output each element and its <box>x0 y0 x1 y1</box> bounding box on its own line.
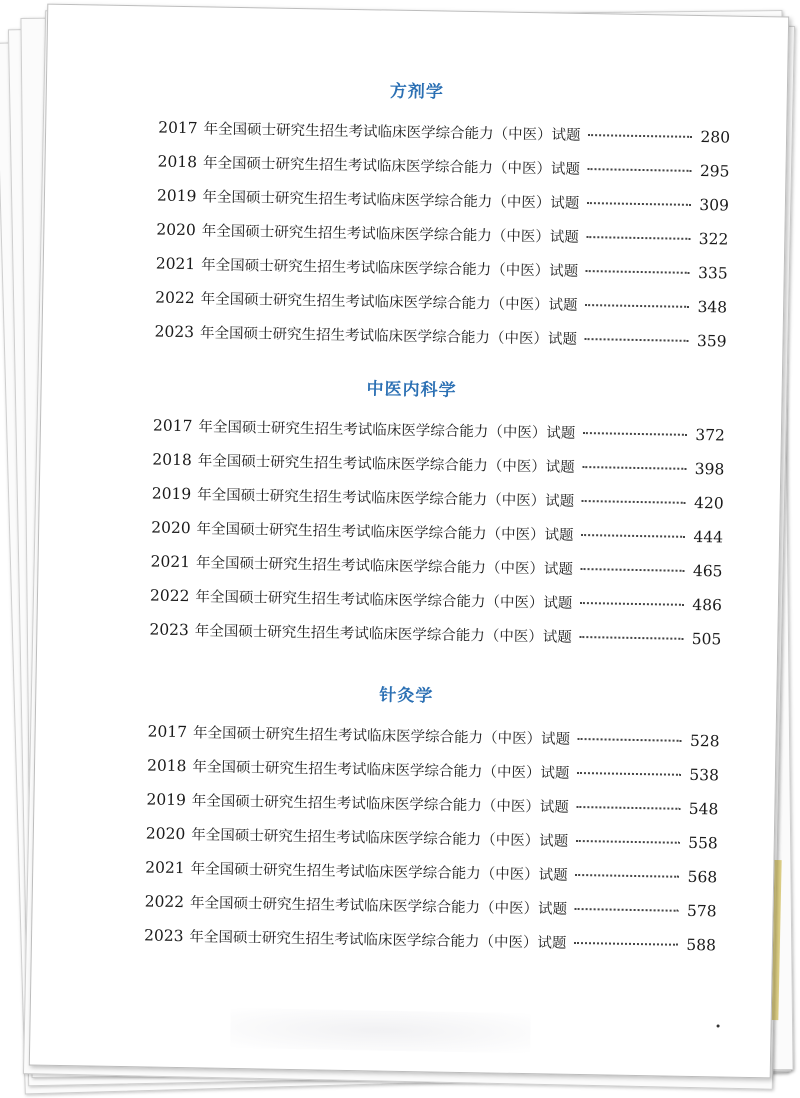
entry-title: 年全国硕士研究生招生考试临床医学综合能力（中医）试题 <box>194 623 572 646</box>
dot-leader <box>577 806 681 810</box>
dot-leader <box>586 304 690 308</box>
entry-year: 2018 <box>152 450 192 470</box>
dot-leader <box>589 134 693 138</box>
dot-leader <box>574 942 678 946</box>
entry-page-number: 322 <box>698 230 729 249</box>
dot-leader <box>587 236 691 240</box>
entry-page-number: 505 <box>691 629 722 649</box>
entry-page-number: 486 <box>692 595 723 615</box>
dot-leader <box>585 338 689 342</box>
dot-leader <box>580 636 684 640</box>
dot-leader <box>578 738 682 742</box>
entry-year: 2020 <box>156 220 197 240</box>
entry-year: 2018 <box>157 152 198 172</box>
entry-title: 年全国硕士研究生招生考试临床医学综合能力（中医）试题 <box>191 793 569 816</box>
entry-year: 2020 <box>145 824 186 844</box>
dot-leader <box>586 270 690 274</box>
dot-leader <box>576 874 680 878</box>
dot-leader <box>583 432 687 436</box>
entry-year: 2023 <box>143 926 184 946</box>
entry-year: 2022 <box>149 586 190 606</box>
entry-page-number: 528 <box>689 731 720 751</box>
entry-year: 2023 <box>149 620 190 640</box>
entry-title: 年全国硕士研究生招生考试临床医学综合能力（中医）试题 <box>201 257 579 280</box>
toc-section-zhenjiuxue <box>32 677 777 964</box>
dot-leader <box>581 568 685 572</box>
toc-page <box>29 4 789 1079</box>
entry-page-number: 420 <box>693 493 724 513</box>
entry-page-number: 538 <box>689 765 720 785</box>
entry-title: 年全国硕士研究生招生考试临床医学综合能力（中医）试题 <box>192 725 571 748</box>
dot-leader <box>583 466 687 470</box>
entry-title: 年全国硕士研究生招生考试临床医学综合能力（中医）试题 <box>190 861 568 884</box>
bleed-through-smudge <box>230 1008 531 1053</box>
entry-title: 年全国硕士研究生招生考试临床医学综合能力（中医）试题 <box>196 521 574 544</box>
entry-page-number: 568 <box>687 867 718 887</box>
section-title: 针灸学 <box>379 685 434 707</box>
entry-year: 2022 <box>155 288 195 308</box>
entry-title: 年全国硕士研究生招生考试临床医学综合能力（中医）试题 <box>191 827 569 850</box>
toc-section-fangjixue <box>42 73 787 360</box>
entry-year: 2022 <box>144 892 185 912</box>
entry-title: 年全国硕士研究生招生考试临床医学综合能力（中医）试题 <box>192 759 570 782</box>
entry-title: 年全国硕士研究生招生考试临床医学综合能力（中医）试题 <box>203 121 581 144</box>
entry-page-number: 348 <box>697 298 728 317</box>
toc-entry-list <box>32 713 776 964</box>
dot-leader <box>582 534 686 538</box>
entry-page-number: 558 <box>688 833 718 853</box>
entry-year: 2019 <box>151 484 192 504</box>
dot-leader <box>588 168 692 172</box>
entry-title: 年全国硕士研究生招生考试临床医学综合能力（中医）试题 <box>201 223 579 246</box>
entry-year: 2023 <box>154 322 195 342</box>
dot-leader <box>587 202 691 206</box>
entry-page-number: 309 <box>699 196 730 215</box>
entry-page-number: 359 <box>696 331 727 351</box>
entry-year: 2018 <box>146 756 187 776</box>
entry-year: 2021 <box>145 858 185 878</box>
toc-entry-list <box>42 109 786 360</box>
entry-page-number: 444 <box>693 527 724 547</box>
entry-title: 年全国硕士研究生招生考试临床医学综合能力（中医）试题 <box>202 155 581 178</box>
entry-title: 年全国硕士研究生招生考试临床医学综合能力（中医）试题 <box>199 325 578 348</box>
entry-page-number: 280 <box>700 128 731 147</box>
entry-title: 年全国硕士研究生招生考试临床医学综合能力（中医）试题 <box>200 291 578 314</box>
dot-leader <box>580 602 684 606</box>
entry-year: 2021 <box>155 254 196 274</box>
entry-title: 年全国硕士研究生招生考试临床医学综合能力（中医）试题 <box>197 453 575 476</box>
dot-leader <box>582 500 686 504</box>
dot-leader <box>576 840 680 844</box>
dot-leader <box>577 772 681 776</box>
entry-title: 年全国硕士研究生招生考试临床医学综合能力（中医）试题 <box>197 487 575 510</box>
entry-page-number: 398 <box>694 459 725 479</box>
entry-page-number: 548 <box>688 799 719 819</box>
entry-year: 2020 <box>151 518 191 538</box>
entry-page-number: 578 <box>686 901 717 921</box>
dot-leader <box>575 908 679 912</box>
entry-title: 年全国硕士研究生招生考试临床医学综合能力（中医）试题 <box>189 895 568 918</box>
section-title: 中医内科学 <box>366 379 457 401</box>
entry-year: 2019 <box>146 790 187 810</box>
entry-title: 年全国硕士研究生招生考试临床医学综合能力（中医）试题 <box>195 555 574 578</box>
entry-title: 年全国硕士研究生招生考试临床医学综合能力（中医）试题 <box>198 419 576 442</box>
entry-title: 年全国硕士研究生招生考试临床医学综合能力（中医）试题 <box>189 929 567 952</box>
entry-title: 年全国硕士研究生招生考试临床医学综合能力（中医）试题 <box>202 189 580 212</box>
entry-year: 2017 <box>152 416 193 436</box>
entry-page-number: 588 <box>686 935 717 955</box>
ink-speck <box>717 1024 720 1027</box>
toc-section-zhongyineikexue <box>37 371 782 658</box>
section-title: 方剂学 <box>389 81 445 103</box>
toc-content <box>30 5 788 1078</box>
entry-page-number: 465 <box>692 561 723 581</box>
entry-year: 2021 <box>150 552 191 572</box>
entry-year: 2017 <box>147 722 188 742</box>
entry-year: 2019 <box>156 186 197 206</box>
entry-page-number: 335 <box>697 264 728 283</box>
entry-title: 年全国硕士研究生招生考试临床医学综合能力（中医）试题 <box>195 589 573 612</box>
entry-year: 2017 <box>158 118 198 138</box>
entry-page-number: 372 <box>695 425 726 445</box>
toc-entry-list <box>37 407 781 658</box>
entry-page-number: 295 <box>699 162 730 181</box>
